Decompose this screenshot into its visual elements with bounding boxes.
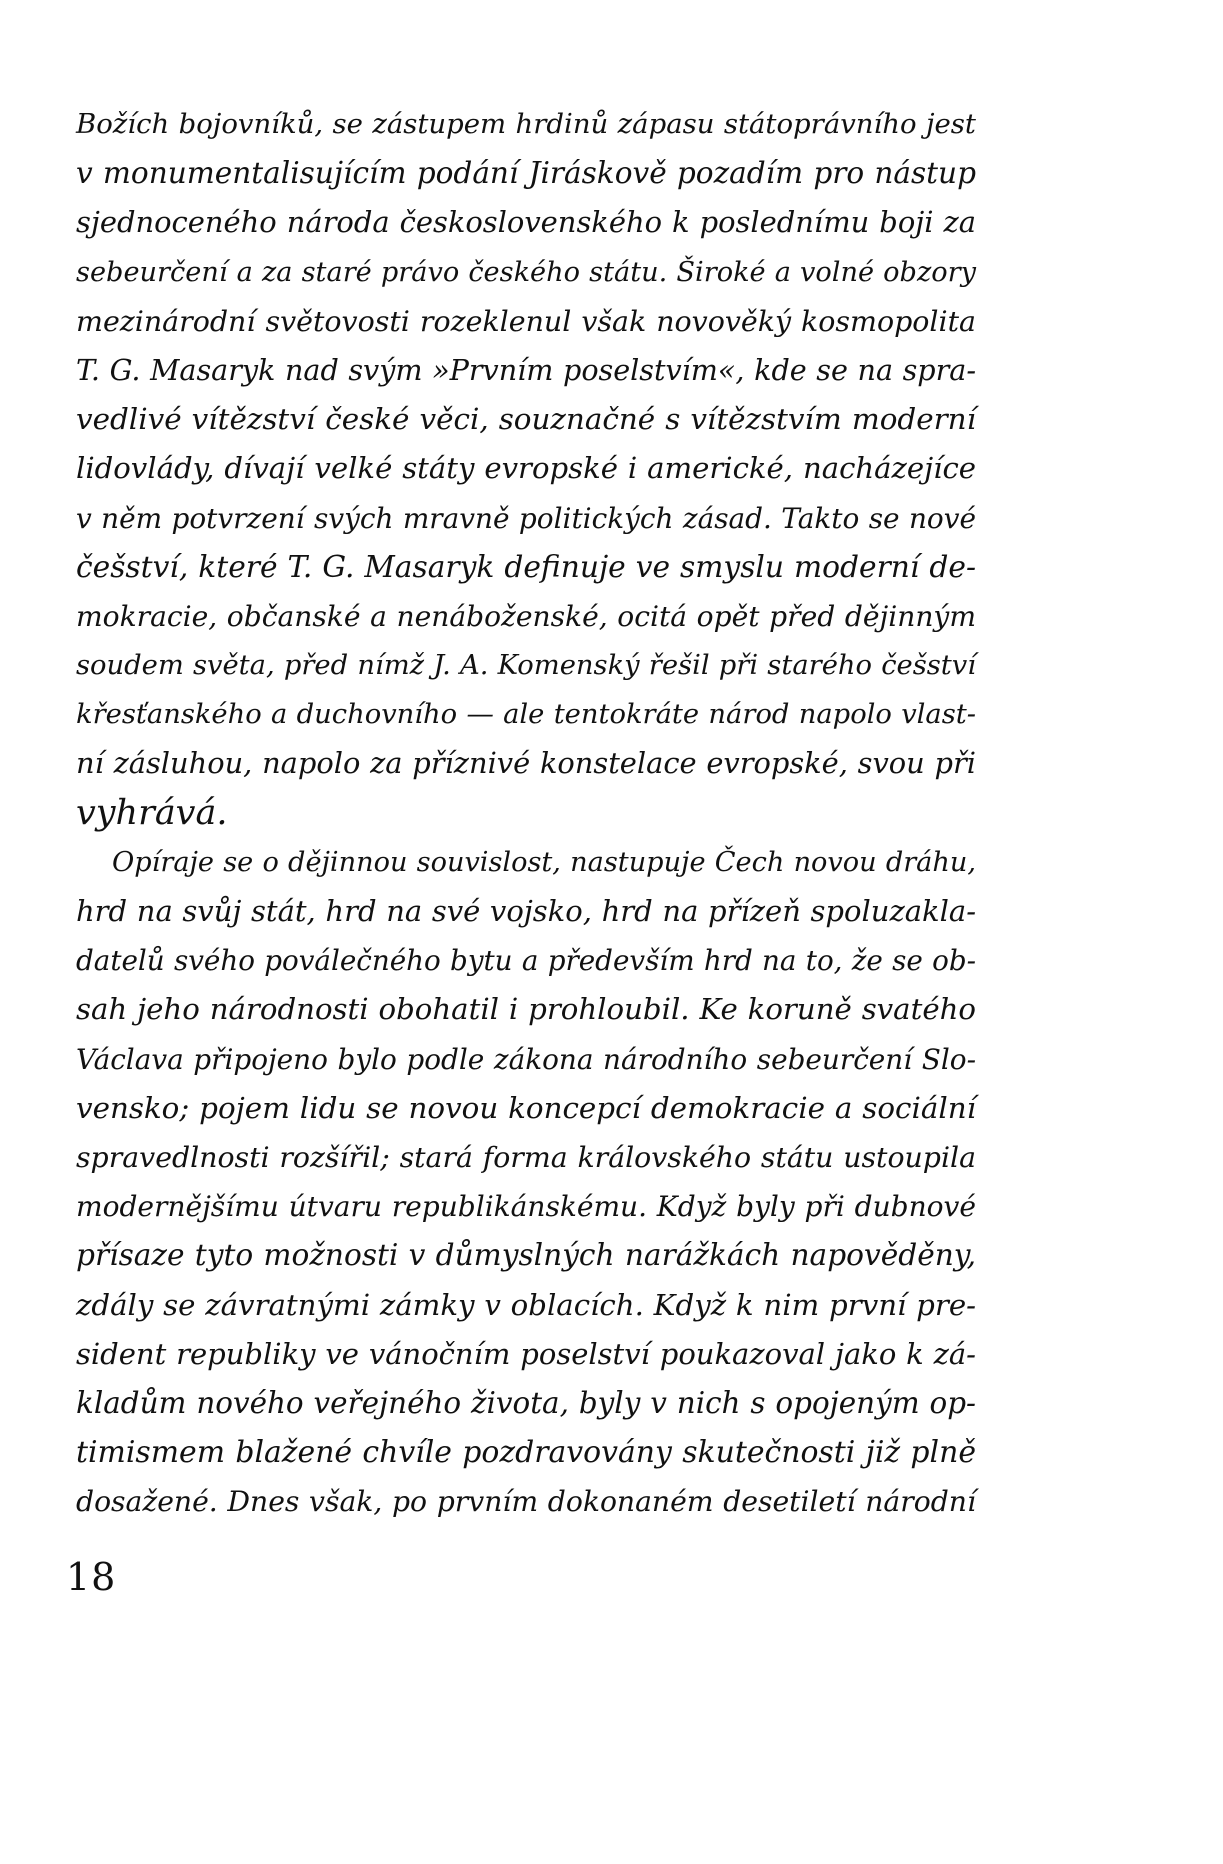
text-line: v monumentalisujícím podání Jiráskově pozadím pro nástup [76, 156, 976, 191]
paragraph-end-line: vyhrává. [76, 792, 228, 833]
page-number: 18 [66, 1555, 117, 1599]
text-line: ní zásluhou, napolo za příznivé konstelace evropské, svou při [76, 746, 976, 781]
text-line: timismem blažené chvíle pozdravovány skutečnosti již plně [76, 1435, 976, 1471]
paragraph-start-line: Opíraje se o dějinnou souvislost, nastupuje Čech novou dráhu, [112, 846, 976, 878]
text-line: sjednoceného národa československého k poslednímu boji za [76, 205, 976, 240]
text-line: přísaze tyto možnosti v důmyslných narážkách napověděny, [76, 1238, 976, 1273]
text-line: sident republiky ve vánočním poselství poukazoval jako k zá- [76, 1336, 976, 1371]
text-line: sah jeho národnosti obohatil i prohloubil. Ke koruně svatého [76, 992, 976, 1027]
text-line: datelů svého poválečného bytu a především hrd na to, že se ob- [76, 944, 976, 978]
text-line: mokracie, občanské a nenáboženské, ocitá opět před dějinným [76, 599, 976, 633]
text-line: vensko; pojem lidu se novou koncepcí demokracie a sociální [76, 1090, 976, 1125]
text-line: vedlivé vítězství české věci, souznačné s vítězstvím moderní [76, 402, 976, 437]
body-text [76, 100, 976, 1526]
text-line: modernějšímu útvaru republikánskému. Když byly při dubnové [76, 1190, 976, 1224]
text-line: Václava připojeno bylo podle zákona národního sebeurčení Slo- [76, 1042, 976, 1076]
text-line: dosažené. Dnes však, po prvním dokonaném desetiletí národní [76, 1485, 976, 1519]
text-line: soudem světa, před nímž J. A. Komenský řešil při starého češství [76, 650, 976, 682]
text-line: češství, které T. G. Masaryk definuje ve smyslu moderní de- [76, 549, 976, 585]
text-line: mezinárodní světovosti rozeklenul však novověký kosmopolita [76, 304, 976, 338]
text-line: zdály se závratnými zámky v oblacích. Když k nim první pre- [76, 1287, 976, 1322]
text-line: hrd na svůj stát, hrd na své vojsko, hrd na přízeň spoluzakla- [76, 894, 976, 928]
text-line: Božích bojovníků, se zástupem hrdinů zápasu státoprávního jest [76, 108, 976, 140]
text-line: lidovlády, dívají velké státy evropské i americké, nacházejíce [76, 451, 976, 486]
text-line: sebeurčení a za staré právo českého státu. Široké a volné obzory [76, 256, 976, 288]
text-line: spravedlnosti rozšířil; stará forma královského státu ustoupila [76, 1140, 976, 1174]
text-line: křesťanského a duchovního — ale tentokráte národ napolo vlast- [76, 699, 976, 731]
text-line: v něm potvrzení svých mravně politických zásad. Takto se nové [76, 501, 976, 535]
text-line: T. G. Masaryk nad svým »Prvním poselstvím«, kde se na spra- [76, 352, 976, 387]
text-line: kladům nového veřejného života, byly v nich s opojeným op- [76, 1385, 976, 1420]
